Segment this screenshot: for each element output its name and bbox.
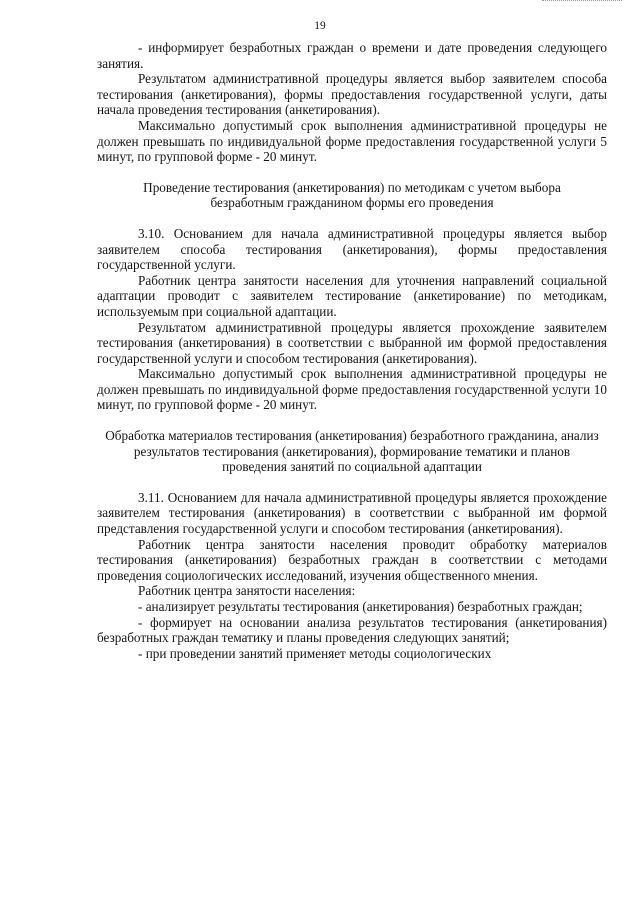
paragraph-3-10-result: Результатом административной процедуры является прохождение заявителем тестирования (анкетирования) в соответствии с выбранной им формой предоставления государственной услуги и способом тестирования (анкетирования). — [97, 319, 607, 366]
scan-corner-mark — [542, 0, 622, 3]
list-item-inform-next-session: - информирует безработных граждан о времени и дате проведения следующего занятия. — [97, 40, 607, 71]
paragraph-3-10-max-duration: Максимально допустимый срок выполнения административной процедуры не должен превышать по индивидуальной форме предоставления государственной услуги 10 минут, по групповой форме - 20 минут. — [97, 366, 607, 413]
section-heading-processing: Обработка материалов тестирования (анкетирования) безработного гражданина, анализ результатов тестирования (анкетирования), формирование тематики и планов проведения занятий по социальной адаптации — [105, 428, 599, 475]
paragraph-3-11-basis: 3.11. Основанием для начала административной процедуры является прохождение заявителем тестирования (анкетирования) в соответствии с выбранной им формой представления государственной услуги и способом тестирования (анкетирования). — [97, 489, 607, 537]
paragraph-3-10-worker-testing: Работник центра занятости населения для уточнения направлений социальной адаптации проводит с заявителем тестирование (анкетирование) по методикам, используемым при социальной адаптации. — [97, 272, 607, 319]
paragraph-max-duration: Максимально допустимый срок выполнения административной процедуры не должен превышать по индивидуальной форме предоставления государственной услуги 5 минут, по групповой форме - 20 минут. — [97, 117, 607, 165]
list-item-analyzes-results: - анализирует результаты тестирования (анкетирования) безработных граждан; — [138, 599, 583, 614]
document-body — [97, 40, 607, 661]
paragraph-3-11-processing: Работник центра занятости населения проводит обработку материалов тестирования (анкетирования) безработных граждан в соответствии с методами проведения социологических исследований, изучения общественного мнения. — [97, 536, 607, 583]
section-heading-testing: Проведение тестирования (анкетирования) по методикам с учетом выбора безработным гражданином формы его проведения — [143, 179, 561, 211]
paragraph-worker-intro: Работник центра занятости населения: — [138, 583, 356, 599]
paragraph-procedure-result: Результатом административной процедуры является выбор заявителем способа тестирования (анкетирования), формы предоставления государственной услуги, даты начала проведения тестирования (анкетирования). — [97, 71, 607, 118]
list-item-applies-methods: - при проведении занятий применяет методы социологических — [138, 645, 492, 661]
paragraph-3-10-basis: 3.10. Основанием для начала административной процедуры является выбор заявителем способа тестирования (анкетирования), формы предоставления государственной услуги. — [97, 225, 607, 273]
list-item-forms-topics: - формирует на основании анализа результатов тестирования (анкетирования) безработных граждан тематику и планы проведения следующих занятий; — [97, 614, 607, 646]
page-number: 19 — [314, 20, 326, 32]
